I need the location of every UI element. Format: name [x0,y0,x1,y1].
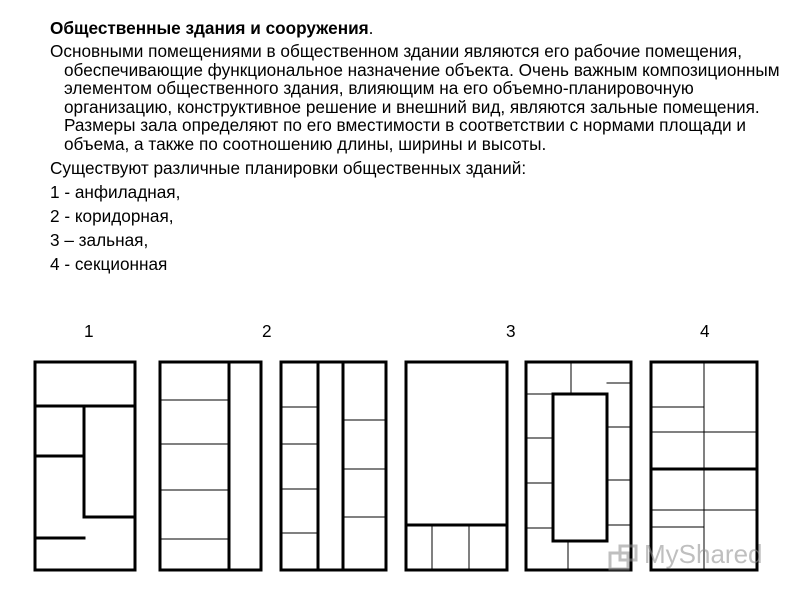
heading-period: . [368,18,374,38]
body-paragraph: Основными помещениями в общественном здании являются его рабочие помещения, обеспечивающие функциональное назначение объекта. Очень важным композиционным элементом общественного здания, влияющим на его объемно-планировочную организацию, конструктивное решение и внешний вид, являются зальные помещения. Размеры зала определяют по его вместимости в соответствии с нормами площади и объема, а также по соотношению длины, ширины и высоты. [50,41,780,154]
list-item-1: 1 - анфиладная, [50,181,181,202]
watermark-logo [608,537,768,577]
plan-koridor-b [281,362,386,570]
list-item-2: 2 - коридорная, [50,205,174,226]
intro-line: Существуют различные планировки общественных зданий: [50,157,527,178]
plan-label-1: 1 [84,321,94,341]
plan-label-3: 3 [506,321,516,341]
watermark-icon [608,543,640,575]
list-item-4: 4 - секционная [50,253,168,274]
heading-text: Общественные здания и сооружения [50,18,369,38]
watermark-text: MyShared [644,539,763,569]
list-item-3: 3 – зальная, [50,229,149,250]
plan-label-4: 4 [700,321,710,341]
plan-zalnaya [406,362,507,570]
plan-koridor-a [160,362,261,570]
plan-label-2: 2 [262,321,272,341]
plan-anfilada [35,362,135,570]
